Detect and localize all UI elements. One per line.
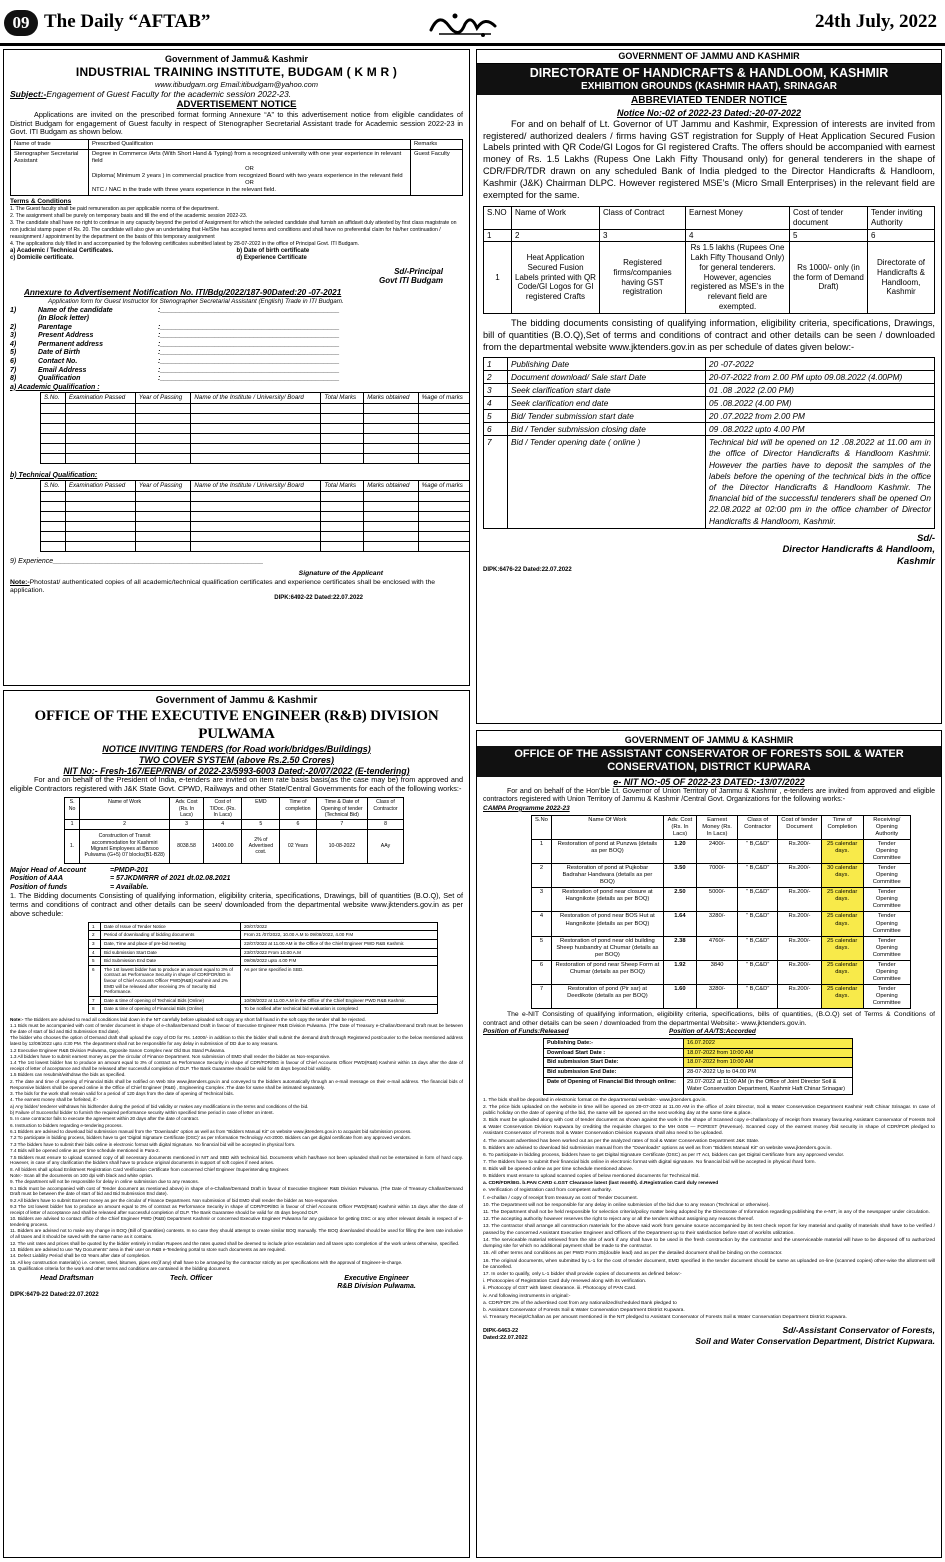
iti-title: INDUSTRIAL TRAINING INSTITUTE, BUDGAM ( K M R ): [75, 64, 398, 79]
kw-gov: GOVERNMENT OF JAMMU & KASHMIR: [624, 735, 794, 745]
hc-dipk: DIPK:6476-22 Dated:22.07.2022: [483, 567, 572, 574]
iti-experience: 9) Experience______________________________________________________: [10, 557, 264, 565]
kw-funds: Position of Funds:Released Position of AA/TS:Accorded: [483, 1027, 756, 1035]
iti-applicant-signature: Signature of the Applicant: [298, 570, 383, 578]
pw-nit: NIT No:- Fresh-167/EEP/RNB/ of 2022-23/5993-6003 Dated:-20/07/2022 (E-tendering): [63, 765, 410, 776]
table-row: 6 Restoration of pond near Sheep Form at Chumar (details as per BOQ) 1.92 3840 “ B,C&D” Rs.200/- 25 calendar days. Tender Opening Committee: [532, 960, 911, 984]
table-row: 2 Restoration of pond at Pujkobar Badrahar Handwara (details as per BOQ) 3.50 7000/- “ B,C&D” Rs.200/- 30 calendar days. Tender Opening Committee: [532, 864, 911, 888]
kw-bidding: The e-NIT Consisting of qualifying information, eligibility criteria, specifications, bills of quantities, (B.O.Q) set of Terms & Conditions of contract and other details can be seen / downloaded from the departmental Website:- www.jktenders.gov.in.: [483, 1011, 935, 1027]
iti-annexure-sub: Application form for Guest Instructor for Stenographer Secretarial Assistant (English) Trade in ITI Budgam.: [48, 298, 344, 306]
issue-date: 24th July, 2022: [815, 11, 937, 32]
pw-dipk: DIPK:6479-22 Dated:22.07.2022: [10, 1291, 99, 1298]
iti-annexure-title: Annexure to Advertisement Notification No. ITI/Bdg/2022/187-90Dated:20 -07-2021: [24, 288, 342, 298]
hc-intro: For and on behalf of Lt. Governor of UT Jammu and Kashmir, Expression of interests are invited from registered/ authorized dealers / firms having GST registration for Supply of Heat Application Secured Fusion Labels printed with QR Code/GI Logos for GI registered Crafts. The offers should be accompanied with earnest money of Rs. 1.5 Lakhs (Rupess One Lakh Fifty Thousand only) for general tenderers in the shape of CDR/FDR/TDR drawn on any scheduled Bank of India pledged to the Director Handicrafts & Handloom, Kashmir (J&K) Chairman DLPC. However registered MSE’s (Micro Small Enterprises) in the relevant field are exempted for the same.: [483, 118, 935, 201]
hc-gov: GOVERNMENT OF JAMMU AND KASHMIR: [477, 50, 941, 64]
iti-intro: Applications are invited on the prescribed format forming Annexure “A” to this advertisement notice from eligible candidates of District Budgam for engagement of Guest faculty in respect of Stenographer Secretarial Assistant trade for Academic session 2022-23 in Govt. ITI Budgam as shown below.: [10, 109, 463, 137]
iti-signature: Sd/-Principal Govt ITI Budgam: [379, 266, 443, 286]
kw-dipk: DIPK-6463-22 Dated:22.07.2022: [483, 1328, 528, 1341]
table-row: 5 Restoration of pond near old building Sheep husbandry at Chumar (details as per BOQ) 2.38 4760/- “ B,C&D” Rs.200/- 25 calendar days. Tender Opening Committee: [532, 936, 911, 960]
pw-notes: Note:- The Bidders are advised to read all conditions laid down in the NIT carefully before uploaded soft copy any short fall found in the soft copy the tender shall be rejected. 1.1 Bids must be accompanied with cost of tender document in shape of e-challan/Demand Draft in favour of Executive Engineer R&B Division Pulwama. (The Date of Treasury e-Challan/Demand Draft must be between the date of start of bid and Bid Submission End date). The bidder who chooses the option of Demand draft shall upload the copy of DD for Rs. 14000/- in addition to this the bidder shall submit the demand draft through Registered post/courier to the below mentioned address latest by 12/08/2022 upto 4:30 PM. The department shall not be responsible for any delay in submission of DD due to any reasons. 1.2 Executive Engineer R&B Division Pulwama, Opposite Sanon Complex near Old Bus Stand Pulwama. 1.3 All bidders have to submit earnest money as per the circular of Finance Department. Non submission of EMD shall render the bidder as Non-responsive. 1.4 The 1st lowest bidder has to produce an amount equal to 3% of contract as Performance Security in shape of CDR/FDR/BG in favour of Chief Accounts Officer PWD(R&B) Kashmir within 15 days after the date of receipt of letter of acceptance and shall be released after successful completion of DLP. The Bank Guarantee should be valid for 45 days beyond bid validity. 1.5 Bidders can resubmit/withdraw the bids as specified. 2. The date and time of opening of Financial Bids shall be notified on Web Site www.jktenders.gov.in and conveyed to the bidders automatically through an e-mail message on their e-mail address. The financial bids of Responsive bidders shall be opened online in the Office of Chief Engineer (R&B) , Engineering Complex .The date for same shall be intimated separately. 3. The bids for the work shall remain valid for a period of 120 days from the date of opening of Technical bids. 4. The earnest money shall be forfeited, if:- a) Any bidder/ tenderer withdraws his bid/tender during the period of bid validity or makes any modifications in the terms and conditions of the bid. b) Failure of Successful bidder to furnish the required performance security within specified time period in case of letter on intent. 5. In case contractor fails to execute the agreement within 20 days after the date of contract. 6. Instruction to bidders regarding e-tendering process. 6.1 Bidders are advised to download bid submission manual from the “Downloads” option as well as from “Bidders Manual Kit” on website www.jktenders.gov.in to acquaint bid submission process. 7.2 To participate in bidding process, bidders have to get ‘Digital Signature Certificate (DSC)’ as per Information Technology Act-2000. Bidders can get digital certificate from any approved vendors. 7.3 The bidders have to submit their bids online in electronic format with digital Signature. No financial bid will be accepted in physical form. 7.4 Bids will be opened online as per time schedule mentioned in Para-2. 7.5 Bidders must ensure to upload scanned copy of all necessary documents mentioned in NIT and SBD with technical bid. Documents which has/have not been uploaded shall not be entertained in form of hard copy. However, in case of any clarification the bidders shall have to produce original documents in support of soft copies if need arises. 8. All bidders shall upload Enlistment Registration Card Verification Certificate from concerned Chief Engineer /Superintending Engineer. Note:- Scan all the documents on 100 dpi with black and white option. 9. The department will not be responsible for delay in online submission due to any reasons. 9.1 Bids must be accompanied with cost of Tender document as mentioned above) in shape of e-Challan/Demand Draft in favour of Executive Engineer R&B Division Pulwama. (The Date of Treasury Challan/Demand Draft must be between the date of start of bid and Bid Submission End date). 9.2 All bidders have to submit Earnest money as per the circular of Finance Department. Non submission of bid EMD shall render the bidder as Non-responsive. 9.3 The 1st lowest bidder has to produce an amount equal to 3% of contract as Performance Security in shape of CDR/FDR/BG in favour of Chief Accounts Officer PWD(R&B) Kashmir within 15 days after the date of receipt of letter of acceptance and shall be released after successful completion of DLP. The Bank Guarantee should be valid for 45 days beyond DLP. 10. Bidders are advised to contact office of the Chief Engineer PWD (R&B) Department Kashmir or concerned Executive Engineer Pulwama for any guidance for getting DSC or any other relevant details in respect of e-tendering process. 11. Bidders are advised not to make any change in BOQ (Bill of Quantities) contents. In no case they should attempt to create similar BOQ manually. The BOQ downloaded should be used for filling the item rate inclusive of all taxes and it should be saved with the same name as it contains. 12. The unit rates and prices shall be quoted by the bidder entirely in Indian Rupees and the rates quoted shall be deemed to include price escalation and all taxes upto completion of the work unless otherwise, specified. 13. Bidders are advised to use “My Documents” area in their user on R&B e-Tendering portal to store such documents as are required. 14. Defect Liability Period shall be 03 Years after date of completion. 15. All key construction material(s) i.e. cement, steel, bitumen, pipes etc(if any) shall have to be arranged by the contractor strictly as per specifications with the approval of Engineer-in-charge. 16. Qualification criteria for the work and other terms and conditions are contained in the bidding document.: [10, 1016, 463, 1272]
kw-programme: CAMPA Programme 2022-23: [483, 804, 570, 812]
hc-work-table: S.NO Name of Work Class of Contract Earnest Money Cost of tender document Tender inviting Authority 1 2 3 4 5 6 1 Heat Application Secured Fusion Labels printed with QR Code/GI Logos for GI registered Crafts Registered firms/companies having GST registration Rs 1.5 lakhs (Rupees One Lakh Fifty Thousand Only) for general tenderers. However, agencies registered as MSE’s in the relevant field are exempted. Rs 1000/- only (in the form of Demand Draft) Directorate of Handicrafts & Handloom, Kashmir: [483, 206, 935, 314]
pw-work-table: S. No Name of Work Adv. Cost (Rs. In Lacs) Cost of T/Doc. (Rs. In Lacs) EMD Time of completion Time & Date of Opening of tender (Technical Bid) Class of Contractor 1 2 3 4 5 6 7 8 1. Construction of Transit accommodation for Kashmiri Migrant Employees at Barsoo Pulwama (G+5) 07 blocks(B1-B28) 8038.58 14000.00 2% of Advertised cost. 02 Years 10-08-2022 AAy: [64, 797, 404, 863]
kupwara-enit: [476, 730, 942, 1558]
pw-title: OFFICE OF THE EXECUTIVE ENGINEER (R&B) DIVISION PULWAMA: [34, 708, 439, 743]
pulwama-nit: [3, 690, 470, 1558]
aftab-logo-icon: [425, 8, 505, 38]
kw-signature: Sd/-Assistant Conservator of Forests, Soil and Water Conservation Department, District Kupwara.: [695, 1325, 935, 1346]
iti-academic-table: S.No. Examination Passed Year of Passing Name of the Institute / University/ Board Total Marks Marks obtained %age of marks: [40, 392, 470, 464]
pw-signatures: Head Draftsman Tech. Officer Executive Engineer R&B Division Pulwama.: [40, 1274, 416, 1291]
iti-budgam-advert: [3, 49, 470, 686]
hc-notice-title: ABBREVIATED TENDER NOTICE: [631, 95, 787, 107]
pw-bidding: 1. The Bidding documents Consisting of qualifying information, eligibility criteria, specifications, Drawings, bill of quantities (B.O.Q), Set of terms and conditions of contract and other details can be seen/ downloaded from the departmental website www.jktenders.gov.in as per above schedule:: [10, 891, 463, 918]
kw-nit: e- NIT NO:-05 OF 2022-23 DATED:-13/07/2022: [613, 776, 805, 787]
iti-dipk: DIPK:6492-22 Dated:22.07.2022: [274, 595, 363, 602]
pw-sub2: TWO COVER SYSTEM (above Rs.2.50 Crores): [138, 754, 335, 765]
iti-web: www.itibudgam.org Email:itibudgam@yahoo.com: [154, 79, 319, 89]
paper-name: The Daily “AFTAB”: [44, 11, 211, 32]
iti-subject: Subject:-Engagement of Guest Faculty for the academic session 2022-23.: [10, 88, 292, 99]
hc-schedule-table: 1 Publishing Date 20 -07-2022 2 Document download/ Sale start Date 20-07-2022 from 2.00 PM upto 09.08.2022 (4.00PM) 3 Seek clarification start date 01 .08 .2022 (2.00 PM) 4 Seek clarification end date 05 .08.2022 (4.00 PM) 5 Bid/ Tender submission start date 20 .07.2022 from 2.00 PM 6 Bid / Tender submission closing date 09 .08.2022 upto 4.00 PM 7 Bid / Tender opening date ( online ) Technical bid will be opened on 12 .08.2022 at 11.00 am in the office of Director Handicrafts & Handloom Kashmir. However the parties have to deposit the samples of the labels before the opening of the technical bids in the office of the Director Handicrafts & Handloom Kashmir. The financial bid of the successful tenderers shall be opened On 22.08.2022 at 02:00 pm in the office chamber of Director Handicrafts & Handloom, Kashmir.: [483, 357, 935, 529]
pw-intro: For and on behalf of the President of India, e-tenders are invited on item rate basis basis(as the case may be) from approved and eligible Contractors registered with J&K State Govt. CPWD, Railways and other State/Central Governments for each of the following works:-: [10, 775, 463, 794]
page-number: 09: [4, 10, 38, 36]
hc-signature: Sd/- Director Handicrafts & Handloom, Kashmir: [782, 532, 935, 567]
hc-title-banner: DIRECTORATE OF HANDICRAFTS & HANDLOOM, KASHMIR EXHIBITION GROUNDS (KASHMIR HAAT), SRINAGAR: [477, 64, 941, 95]
iti-gov: Government of Jammu& Kashmir: [164, 54, 309, 64]
hc-notice-no: Notice No:-02 of 2022-23 Dated:-20-07-2022: [616, 107, 802, 118]
kw-schedule-table: Publishing Date:- 16.07.2022 Download Start Date : 18.07-2022 from 10:00 AM Bid submission Start Date: 18.07-2022 from 10:00 AM Bid submission End Date: 28-07-2022 Up to 04.00 PM Date of Opening of Financial Bid through online: 29.07-2022 at 11:00 AM (in the Office of Joint Director Soil & Water Conservation Department, Kashmir Haft Chinar Srinagar): [543, 1038, 853, 1095]
kw-work-table: S.No Name Of Work Adv. Cost (Rs. In Lacs) Earnest Money (Rs. In Lacs) Class of Contractor Cost of tender Document Time of Completion Receiving/ Opening Authority 1 Restoration of pond at Punzwa (details as per BOQ) 1.20 2400/- “ B,C&D” Rs.200/- 25 calendar days. Tender Opening Committee 2 Restoration of pond at Pujkobar Badrahar Handwara (details as per BOQ) 3.50 7000/- “ B,C&D” Rs.200/- 30 calendar days. Tender Opening Committee 3 Restoration of pond near closure at Hangnikote (details as per BOQ) 2.50 5000/- “ B,C&D” Rs.200/- 25 calendar days. Tender Opening Committee 4 Restoration of pond near BOS Hut at Hangnikote (details as per BOQ) 1.64 3280/- “ B,C&D” Rs.200/- 25 calendar days. Tender Opening Committee 5 Restoration of pond near old building Sheep husbandry at Chumar (details as per BOQ) 2.38 4760/- “ B,C&D” Rs.200/- 25 calendar days. Tender Opening Committee 6 Restoration of pond near Sheep Form at Chumar (details as per BOQ) 1.92 3840 “ B,C&D” Rs.200/- 25 calendar days. Tender Opening Committee 7 Restoration of pond (Pir sar) at Deedikote (details as per BOQ) 1.60 3280/- “ B,C&D” Rs.200/- 25 calendar days. Tender Opening Committee: [531, 815, 911, 1010]
handicrafts-tender: [476, 49, 942, 724]
kw-intro: For and on behalf of the Hon’ble Lt. Governor of Union Territory of Jammu & Kashmir , e-tenders are invited from approved and eligible contractors registered with Union Territory of Jammu & Kashmir /Central Govt. Organizations for the following works:-: [483, 787, 935, 804]
pw-sub1: NOTICE INVITING TENDERS (for Road work/bridges/Buildings): [102, 743, 371, 754]
iti-note: Note:-Photostat/ authenticated copies of all academic/technical qualification certificates and experience certificates shall be enclosed with the application.: [10, 578, 436, 594]
kw-notes: 1. The bids shall be deposited in electronic format on the departmental website:- www.jktenders.gov.in. 2. The price bids uploaded on the website in time will be opened on 29-07-2022 at 11.00 AM in the office of Joint Director, Soil & Water Conservation Department Kashmir Haft Chinar Srinagar. In case of public holiday on the date of opening of the bid, the same will be opened on the next working day at the same time & place. 3. Bids must be uploaded along with cost of tender document as shown against the work in the shape of Scanned copy e-challan/copy of receipt from treasury favouring Assistant Conservator of Forests Soil & Water Conservation Division Kupwara by crediting the requisite charges to the MH 0406 — FOREST (Revenue). Scanned copy of the earnest money /bid security in shape of CDR/FDR pledged to Assistant Conservator of Forests Soil & Water Conservation Division Kupwara shall also need to be uploaded. 4. The amount advertised has been worked out as per the analyzed rates of Soil & Water Conservation Department J&K State. 5. Bidders are advised to download bid submission manual from the “Downloads” options as well as from “Bidders Manual Kit” on website www.jktenders.gov.in. 6. To participate in bidding process, bidders have to get Digital Signature Certificate (DSC) as per IT Act, bidders can get Digital Certificate from any approved vendor. 7. The Bidders have to submit their financial bids online in electronic format with digital signature. No financial bid will be accepted in physical /hard form. 8. Bids will be opened online as per time schedule mentioned above. 9. Bidders must ensure to upload scanned copies of below mentioned documents for Technical Bid. a. CDR/FDR/BG. b.PAN CARD c.GST Clearance latest (last month). d.Registration Card duly renewed e. Verification of registration card from competent authority. f. e-challan / copy of receipt from treasury as cost of Tender Document. 10. The Department will not be responsible for any delay in online submission of the bid due to any reason (Technical or otherwise). 11. The Department shall not be held responsible for selection criteria/policy matter being adopted by the Directorate of Information regarding publishing the e-NIT, in any of the newspaper under circulation. 12. The accepting authority however reserves the right to reject any or all the tenders without assigning any reasons thereof. 13. The contractor shall arrange all construction materials for the above said work from genuine source accompanied by its test check report for key material and quality of materials shall have to be verified / passed by the concerned Assistant Executive Engineer and Officers of the Department up to their satisfaction before start of work/its utilization. 14. The serviceable material retrieved from the site of work if any shall have to be used in the fresh construction by the contractor and the unserviceable material will have to be disposed off to authorized dumping site for which no additional payment shall be made to the contractor. 15. All other terms and conditions as per PWD Form 25(double lead) and as per the detailed document shall be binding on the contractor. 16. The original documents, when submitted by L-1 for the cost of tender document, EMD specified in the tender document should be same as uploaded on-line (scanned copies) other-wise the allotment will be cancelled. 17. In order to qualify, only L-1 bidder shall provide copies of documents as defined below:- i. Photocopies of Registration Card duly renewed along with its verification. ii. Photocopy of GST with latest clearance. iii. Photocopy of PAN Card. iv. And following instruments in original:- a. CDR/FDR 2% of the advertised cost from any nationalized/scheduled Bank pledged to b. Assistant Conservator of Forests Soil & Water Conservation Department District Kupwara. vi. Treasury Receipt/Challan as per amount mentioned in the NIT pledged to Assistant Conservator of Forests Soil & Water Conservation Department District Kupwara.: [483, 1097, 935, 1320]
hc-bidding: The bidding documents consisting of qualifying information, eligibility criteria, specifications, Drawings, bill of quantities (B.O.Q),Set of terms and conditions of contract and other details can be seen / downloaded from the departmental website www.jktenders.gov.in as per schedule of dates given below:-: [483, 317, 935, 352]
iti-terms: 1. The Guest faculty shall be paid remuneration as per applicable norms of the department. 2. The assignment shall be purely on temporary basis and till the end of the academic session 2022-23. 3. The candidate shall have no right to continue in any capacity beyond the period of Assignment for which the selected candidate shall furnish an affidavit duly attested by first class magistrate on non judicial stamp paper of Rs. 20. The candidate will also give an undertaking that He/She has accepted terms and conditions and shall have no preferential claim for his/her continuation / reassignment / appointment by the department on the basis of this temporary assignment 4. The applications duly filled in and accompanied by the following certificates submitted latest by 28-07-2022 in the office of Principal Govt. ITI Budgam.: [10, 205, 457, 247]
iti-certificates: a) Academic / Technical Certificates. b) Date of birth certificate c) Domicile certificate. d) Experience Certificate: [10, 248, 310, 262]
table-row: 1 Restoration of pond at Punzwa (details as per BOQ) 1.20 2400/- “ B,C&D” Rs.200/- 25 calendar days. Tender Opening Committee: [532, 839, 911, 863]
iti-terms-title: Terms & Conditions: [10, 197, 72, 205]
pw-heads: Major Head of Account =PMDP-201 Position of AAA = 57JKDMRRR of 2021 dt.02.08.2021 Position of funds = Available.: [10, 866, 231, 891]
table-row: 7 Restoration of pond (Pir sar) at Deedikote (details as per BOQ) 1.60 3280/- “ B,C&D” Rs.200/- 25 calendar days. Tender Opening Committee: [532, 985, 911, 1009]
iti-ad-title: ADVERTISEMENT NOTICE: [176, 99, 297, 111]
kw-title-banner: OFFICE OF THE ASSISTANT CONSERVATOR OF FORESTS SOIL & WATER CONSERVATION, DISTRICT KUPWARA: [477, 746, 941, 777]
iti-academic-label: a) Academic Qualification :: [10, 383, 100, 391]
table-row: 3 Restoration of pond near closure at Hangnikote (details as per BOQ) 2.50 5000/- “ B,C&D” Rs.200/- 25 calendar days. Tender Opening Committee: [532, 888, 911, 912]
iti-technical-table: S.No. Examination Passed Year of Passing Name of the Institute / University/ Board Total Marks Marks obtained %age of marks: [40, 480, 470, 552]
iti-technical-label: b) Technical Qualification:: [10, 471, 98, 479]
iti-application-form: 1) Name of the candidate :______________________________________________ (In Block letter) 2) Parentage :______________________________________________ 3) Present Address :______________________________________________ 4) Permanent address :______________________________________________ 5) Date of Birth :______________________________________________ 6) Contact No. :______________________________________________ 7) Email Address :______________________________________________ 8) Qualification :______________________________________________: [10, 306, 340, 383]
pw-schedule-table: 1 Date of Issue of Tender Notice 20/07/2022 2 Period of downloading of bidding documents From 21 /07/2022, 10.00 A.M to 09/08/2022, 4.00 P.M 3 Date, Time and place of pre-bid meeting 22/07/2022 at 11.00 AM in the Office of the Chief Engineer PWD R&B Kashmir. 4 Bid submission Start Date 23/07/2022 From 10.00 A.M 5 Bid Submission End Date 09/08/2022 upto 4.00 P.M 6 The 1st lowest bidder has to produce an amount equal to 3% of contract as Performance Security in shape of CDR/FDR/BG in favour of Chief Accounts Officer PWD(R&B) Kashmir and 2% EMD will be released after receiving 3% of Security Bid Performance. As per time specified in SBD. 7 Date & time of opening of Technical Bids (Online) 10/08/2022 at 11.00 A.M in the Office of the Chief Engineer PWD R&B Kashmir. 8 Date & time of opening of Financial Bids (Online) To be notified after technical bid evaluation is completed: [88, 922, 438, 1014]
table-row: 4 Restoration of pond near BOS Hut at Hangnikote (details as per BOQ) 1.64 3280/- “ B,C&D” Rs.200/- 25 calendar days. Tender Opening Committee: [532, 912, 911, 936]
iti-qualification-table: Name of trade Prescribed Qualification Remarks Stenographer Secretarial Assistant Degree in Commerce /Arts (With Short Hand & Typing) from a recognized university with one year experience in relevant field OR Diploma( Minimum 2 years ) in commercial practice from recognized Board with two years experience in the relevant field OR NTC / NAC in the trade with three years experience in the relevant field. Guest Faculty: [10, 139, 463, 195]
masthead: [0, 0, 945, 46]
pw-gov: Government of Jammu & Kashmir: [155, 695, 318, 706]
